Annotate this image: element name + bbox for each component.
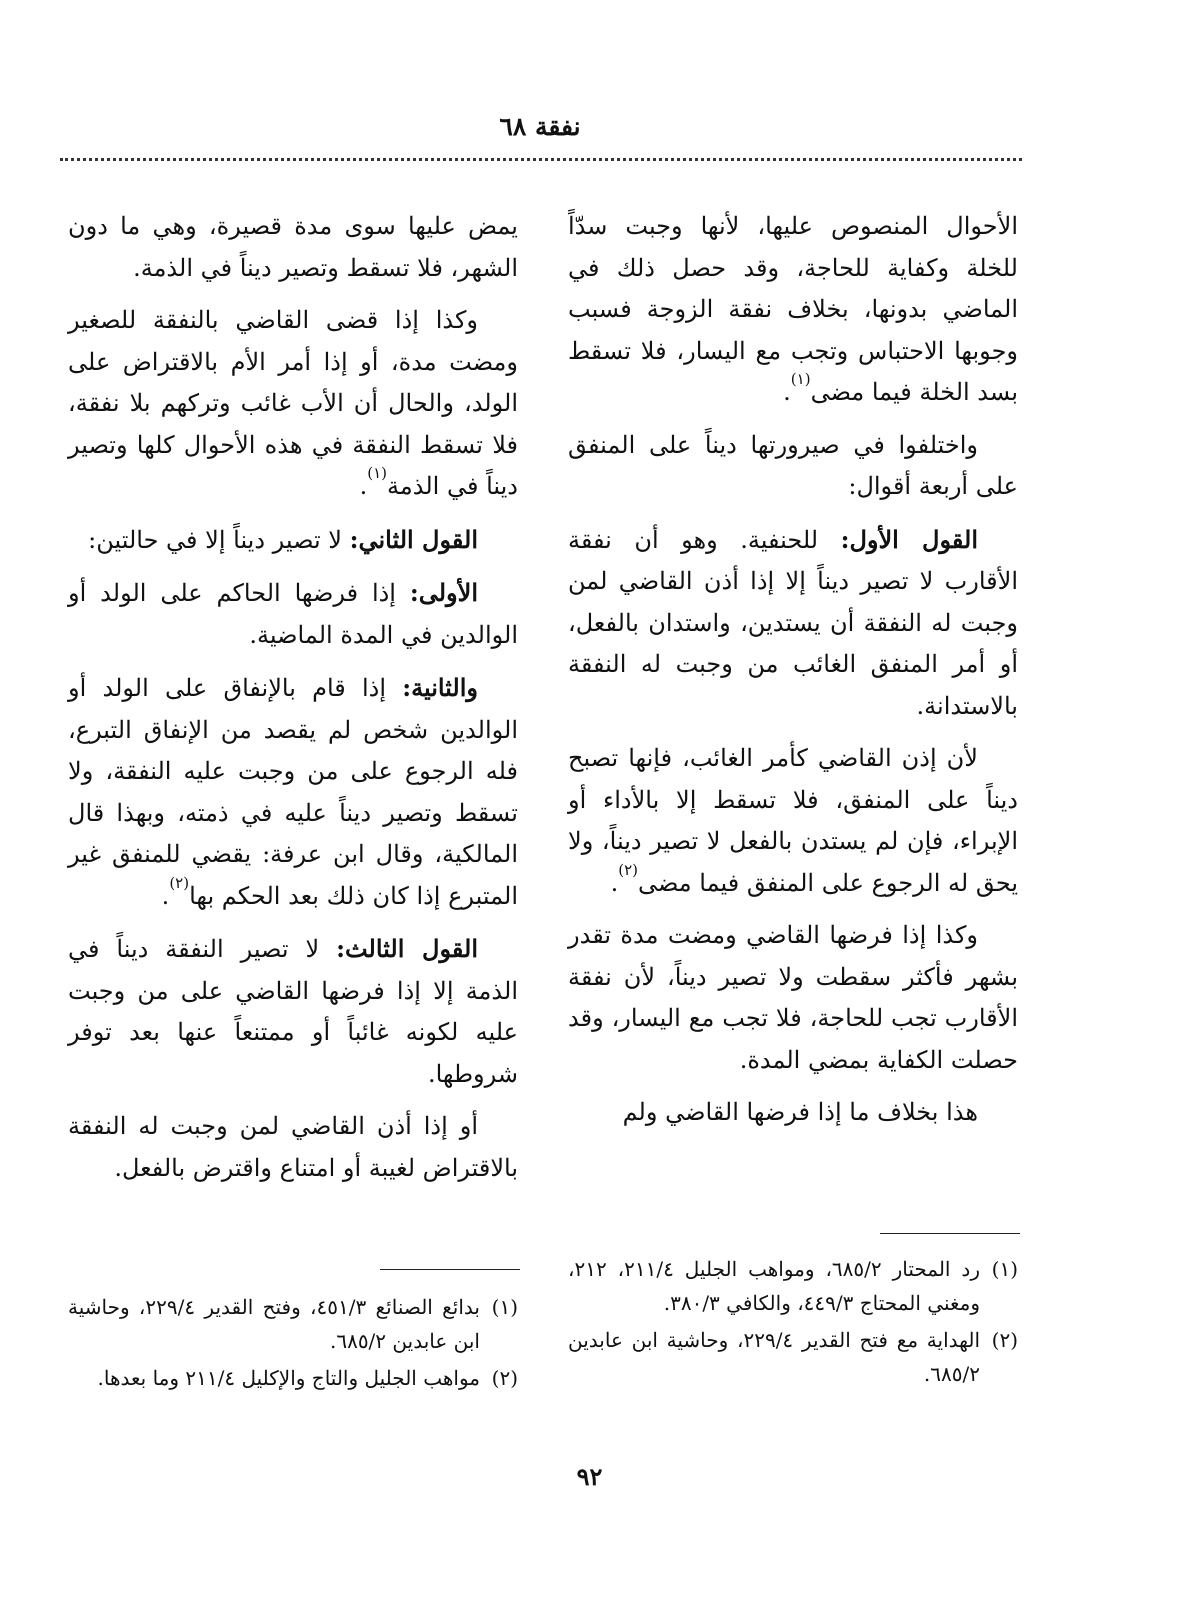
footnote-item — [68, 1290, 518, 1358]
paragraph: يمض عليها سوى مدة قصيرة، وهي ما دون الشهر، فلا تسقط وتصير ديناً في الذمة. — [68, 212, 518, 282]
section-label: القول الثاني: — [349, 524, 478, 554]
footnote-text: بدائع الصنائع ٤٥١/٣، وفتح القدير ٢٢٩/٤، وحاشية ابن عابدين ٦٨٥/٢. — [68, 1295, 480, 1353]
paragraph: لأن إذن القاضي كأمر الغائب، فإنها تصبح ديناً على المنفق، فلا تسقط إلا بالأداء أو الإبراء، فإن لم يستدن بالفعل لا تصير ديناً، ولا يحق له الرجوع على المنفق فيما مضى$^{(٢)}$. — [568, 744, 1018, 897]
footnote-ref: (١) — [790, 370, 811, 388]
paragraph: أو إذا أذن القاضي لمن وجبت له النفقة بالاقتراض لغيبة أو امتناع واقترض بالفعل. — [68, 1112, 518, 1182]
section-label: القول الأول: — [840, 524, 978, 554]
footnotes-left — [68, 1290, 518, 1398]
footnote-number: (١) — [991, 1257, 1018, 1281]
right-column — [568, 206, 1018, 1145]
paragraph: الأولى: إذا فرضها الحاكم على الولد أو الوالدين في المدة الماضية. — [68, 578, 518, 649]
section-label: والثانية: — [402, 673, 478, 702]
paragraph: وكذا إذا فرضها القاضي ومضت مدة تقدر بشهر فأكثر سقطت ولا تصير ديناً، لأن نفقة الأقارب تجب للحاجة، فلا تجب مع اليسار، وقد حصلت الكفاية بمضي المدة. — [568, 921, 1018, 1074]
section-label: الأولى: — [409, 578, 478, 607]
footnote-number: (١) — [491, 1295, 518, 1319]
paragraph: القول الأول: للحنفية. وهو أن نفقة الأقارب لا تصير ديناً إلا إذا أذن القاضي لمن وجبت له النفقة أن يستدين، واستدان بالفعل، أو أمر المنفق الغائب من وجبت له النفقة بالاستدانة. — [568, 524, 1018, 720]
paragraph: القول الثالث: لا تصير النفقة ديناً في الذمة إلا إذا فرضها القاضي على من وجبت عليه لكونه غائباً أو ممتنعاً عنها بعد توفر شروطها. — [68, 934, 518, 1088]
footnote-text: رد المحتار ٦٨٥/٢، ومواهب الجليل ٢١١/٤، ٢١٢، ومغني المحتاج ٤٤٩/٣، والكافي ٣٨٠/٣. — [568, 1257, 980, 1315]
footnote-item — [568, 1323, 1018, 1391]
footnote-rule — [880, 1233, 1020, 1234]
paragraph: واختلفوا في صيرورتها ديناً على المنفق على أربعة أقوال: — [568, 430, 1018, 500]
footnote-item — [568, 1252, 1018, 1320]
footnote-text: مواهب الجليل والتاج والإكليل ٢١١/٤ وما بعدها. — [97, 1366, 480, 1390]
footnote-number: (٢) — [491, 1366, 518, 1390]
footnote-ref: (٢) — [618, 860, 638, 879]
footnote-text: الهداية مع فتح القدير ٢٢٩/٤، وحاشية ابن عابدين ٦٨٥/٢. — [568, 1328, 980, 1386]
footnote-item — [68, 1361, 518, 1395]
paragraph: الأحوال المنصوص عليها، لأنها وجبت سدّاً للخلة وكفاية للحاجة، وقد حصل ذلك في الماضي بدونها، بخلاف نفقة الزوجة فسبب وجوبها الاحتباس وتجب مع اليسار، فلا تسقط بسد الخلة فيما مضى$^{(١)}$. — [568, 212, 1018, 406]
paragraph: وكذا إذا قضى القاضي بالنفقة للصغير ومضت مدة، أو إذا أمر الأم بالاقتراض على الولد، والحال أن الأب غائب وتركهم بلا نفقة، فلا تسقط النفقة في هذه الأحوال كلها وتصير ديناً في الذمة$^{(١)}$. — [68, 306, 518, 500]
footnote-ref: (١) — [367, 464, 388, 482]
paragraph: والثانية: إذا قام بالإنفاق على الولد أو الوالدين شخص لم يقصد من الإنفاق التبرع، فله الرجوع على من وجبت عليه النفقة، ولا تسقط وتصير ديناً عليه في ذمته، وبهذا قال المالكية، وقال ابن عرفة: يقضي للمنفق غير المتبرع إذا كان ذلك بعد الحكم بها$^{(٢)}$. — [68, 673, 518, 910]
header-dotted-separator — [60, 158, 1022, 161]
paragraph: هذا بخلاف ما إذا فرضها القاضي ولم — [622, 1098, 978, 1126]
footnote-rule — [380, 1269, 520, 1270]
page-header-title: نفقة ٦٨ — [499, 112, 581, 141]
paragraph: القول الثاني: لا تصير ديناً إلا في حالتين: — [88, 524, 478, 554]
section-label: القول الثالث: — [336, 934, 478, 963]
left-column — [68, 206, 518, 1200]
footnote-ref: (٢) — [169, 873, 190, 892]
footnotes-right — [568, 1252, 1018, 1394]
footnote-number: (٢) — [991, 1328, 1018, 1352]
page-number: ٩٢ — [576, 1462, 603, 1491]
